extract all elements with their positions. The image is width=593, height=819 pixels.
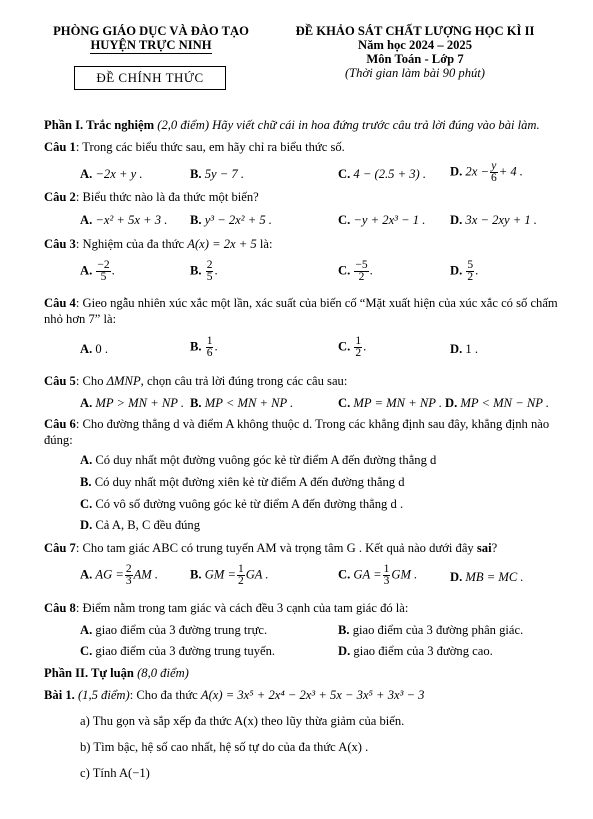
school-year: Năm học 2024 – 2025 bbox=[357, 38, 473, 52]
q3-option-d: D. $\frac{5}{2}$ . bbox=[450, 259, 479, 283]
q1-option-a: A. −2x + y . bbox=[80, 167, 143, 181]
q8-option-c: C. giao điểm của 3 đường trung tuyến. bbox=[80, 644, 276, 658]
q8-option-d: D. giao điểm của 3 đường cao. bbox=[338, 644, 493, 658]
q3-option-b: B. $\frac{2}{5}$ . bbox=[190, 259, 218, 283]
q6-option-a: A. Có duy nhất một đường vuông góc kẻ từ điểm A đến đường thẳng d bbox=[80, 453, 437, 467]
q1-option-b: B. 5y − 7 . bbox=[190, 167, 244, 181]
q7-option-b: B. GM = $\frac{1}{2}$ GA . bbox=[190, 563, 269, 587]
q7-option-d: D. MB = MC . bbox=[450, 570, 524, 584]
q7-option-c: C. GA = $\frac{1}{3}$ GM . bbox=[338, 563, 418, 587]
q4-option-a: A. 0 . bbox=[80, 342, 108, 356]
question-7: Câu 7: Cho tam giác ABC có trung tuyến AM và trọng tâm G . Kết quả nào dưới đây sai? bbox=[44, 541, 498, 555]
question-3: Câu 3: Nghiệm của đa thức A(x) = 2x + 5 là: bbox=[44, 237, 273, 251]
q7-option-a: A. AG = $\frac{2}{3}$ AM . bbox=[80, 563, 159, 587]
exam-title: ĐỀ KHẢO SÁT CHẤT LƯỢNG HỌC KÌ II bbox=[295, 24, 535, 38]
q4-option-b: B. $\frac{1}{6}$ . bbox=[190, 335, 218, 359]
q4-option-c: C. $\frac{1}{2}$ . bbox=[338, 335, 367, 359]
q3-option-a: A. $\frac{-2}{5}$ . bbox=[80, 259, 115, 283]
exam-header bbox=[270, 24, 560, 80]
q5-option-d: D. MP < MN − NP . bbox=[445, 396, 550, 410]
question-5: Câu 5: Cho ΔMNP, chọn câu trả lời đúng trong các câu sau: bbox=[44, 374, 348, 388]
part1-heading: Phần I. Trắc nghiệm (2,0 điểm) Hãy viết chữ cái in hoa đứng trước câu trả lời đúng vào bài làm. bbox=[44, 118, 540, 132]
department-header bbox=[36, 24, 266, 54]
question-2: Câu 2: Biểu thức nào là đa thức một biến? bbox=[44, 190, 259, 204]
department-name: PHÒNG GIÁO DỤC VÀ ĐÀO TẠO bbox=[53, 24, 249, 38]
question-6: Câu 6: Cho đường thẳng d và điểm A không thuộc d. Trong các khẳng định sau đây, khẳng định nào đúng: bbox=[44, 417, 550, 447]
question-4: Câu 4: Gieo ngẫu nhiên xúc xắc một lần, xác suất của biến cố “Mặt xuất hiện của xúc xắc có số chấm nhỏ hơn 7” là: bbox=[44, 296, 558, 326]
q8-option-b: B. giao điểm của 3 đường phân giác. bbox=[338, 623, 524, 637]
subject: Môn Toán - Lớp 7 bbox=[366, 52, 464, 66]
q4-option-d: D. 1 . bbox=[450, 342, 478, 356]
official-exam-box: ĐỀ CHÍNH THỨC bbox=[74, 66, 226, 90]
exercise-1a: a) Thu gọn và sắp xếp đa thức A(x) theo lũy thừa giảm của biến. bbox=[80, 714, 405, 728]
q5-option-b: B. MP < MN + NP . bbox=[190, 396, 294, 410]
q2-option-c: C. −y + 2x³ − 1 . bbox=[338, 213, 426, 227]
q6-option-b: B. Có duy nhất một đường xiên kẻ từ điểm A đến đường thẳng d bbox=[80, 475, 405, 489]
q2-option-d: D. 3x − 2xy + 1 . bbox=[450, 213, 537, 227]
exercise-1: Bài 1. (1,5 điểm): Cho đa thức A(x) = 3x⁵ + 2x⁴ − 2x³ + 5x − 3x⁵ + 3x³ − 3 bbox=[44, 688, 425, 702]
q8-option-a: A. giao điểm của 3 đường trung trực. bbox=[80, 623, 268, 637]
exam-time: (Thời gian làm bài 90 phút) bbox=[344, 66, 485, 80]
q1-option-d: D. 2x − $\frac{y}{6}$ + 4 . bbox=[450, 160, 523, 184]
question-1: Câu 1: Trong các biểu thức sau, em hãy chỉ ra biểu thức số. bbox=[44, 140, 345, 154]
q1-option-c: C. 4 − (2.5 + 3) . bbox=[338, 167, 427, 181]
q5-option-a: A. MP > MN + NP . bbox=[80, 396, 185, 410]
q6-option-d: D. Cả A, B, C đều đúng bbox=[80, 518, 201, 532]
district-name: HUYỆN TRỰC NINH bbox=[90, 38, 212, 52]
q2-option-b: B. y³ − 2x² + 5 . bbox=[190, 213, 272, 227]
part2-heading: Phần II. Tự luận (8,0 điểm) bbox=[44, 666, 189, 680]
q2-option-a: A. −x² + 5x + 3 . bbox=[80, 213, 168, 227]
q3-option-c: C. $\frac{-5}{2}$ . bbox=[338, 259, 373, 283]
question-8: Câu 8: Điểm nằm trong tam giác và cách đều 3 cạnh của tam giác đó là: bbox=[44, 601, 409, 615]
exercise-1c: c) Tính A(−1) bbox=[80, 766, 150, 780]
q6-option-c: C. Có vô số đường vuông góc kẻ từ điểm A đến đường thẳng d . bbox=[80, 497, 404, 511]
q5-option-c: C. MP = MN + NP . bbox=[338, 396, 443, 410]
exercise-1b: b) Tìm bậc, hệ số cao nhất, hệ số tự do của đa thức A(x) . bbox=[80, 740, 369, 754]
